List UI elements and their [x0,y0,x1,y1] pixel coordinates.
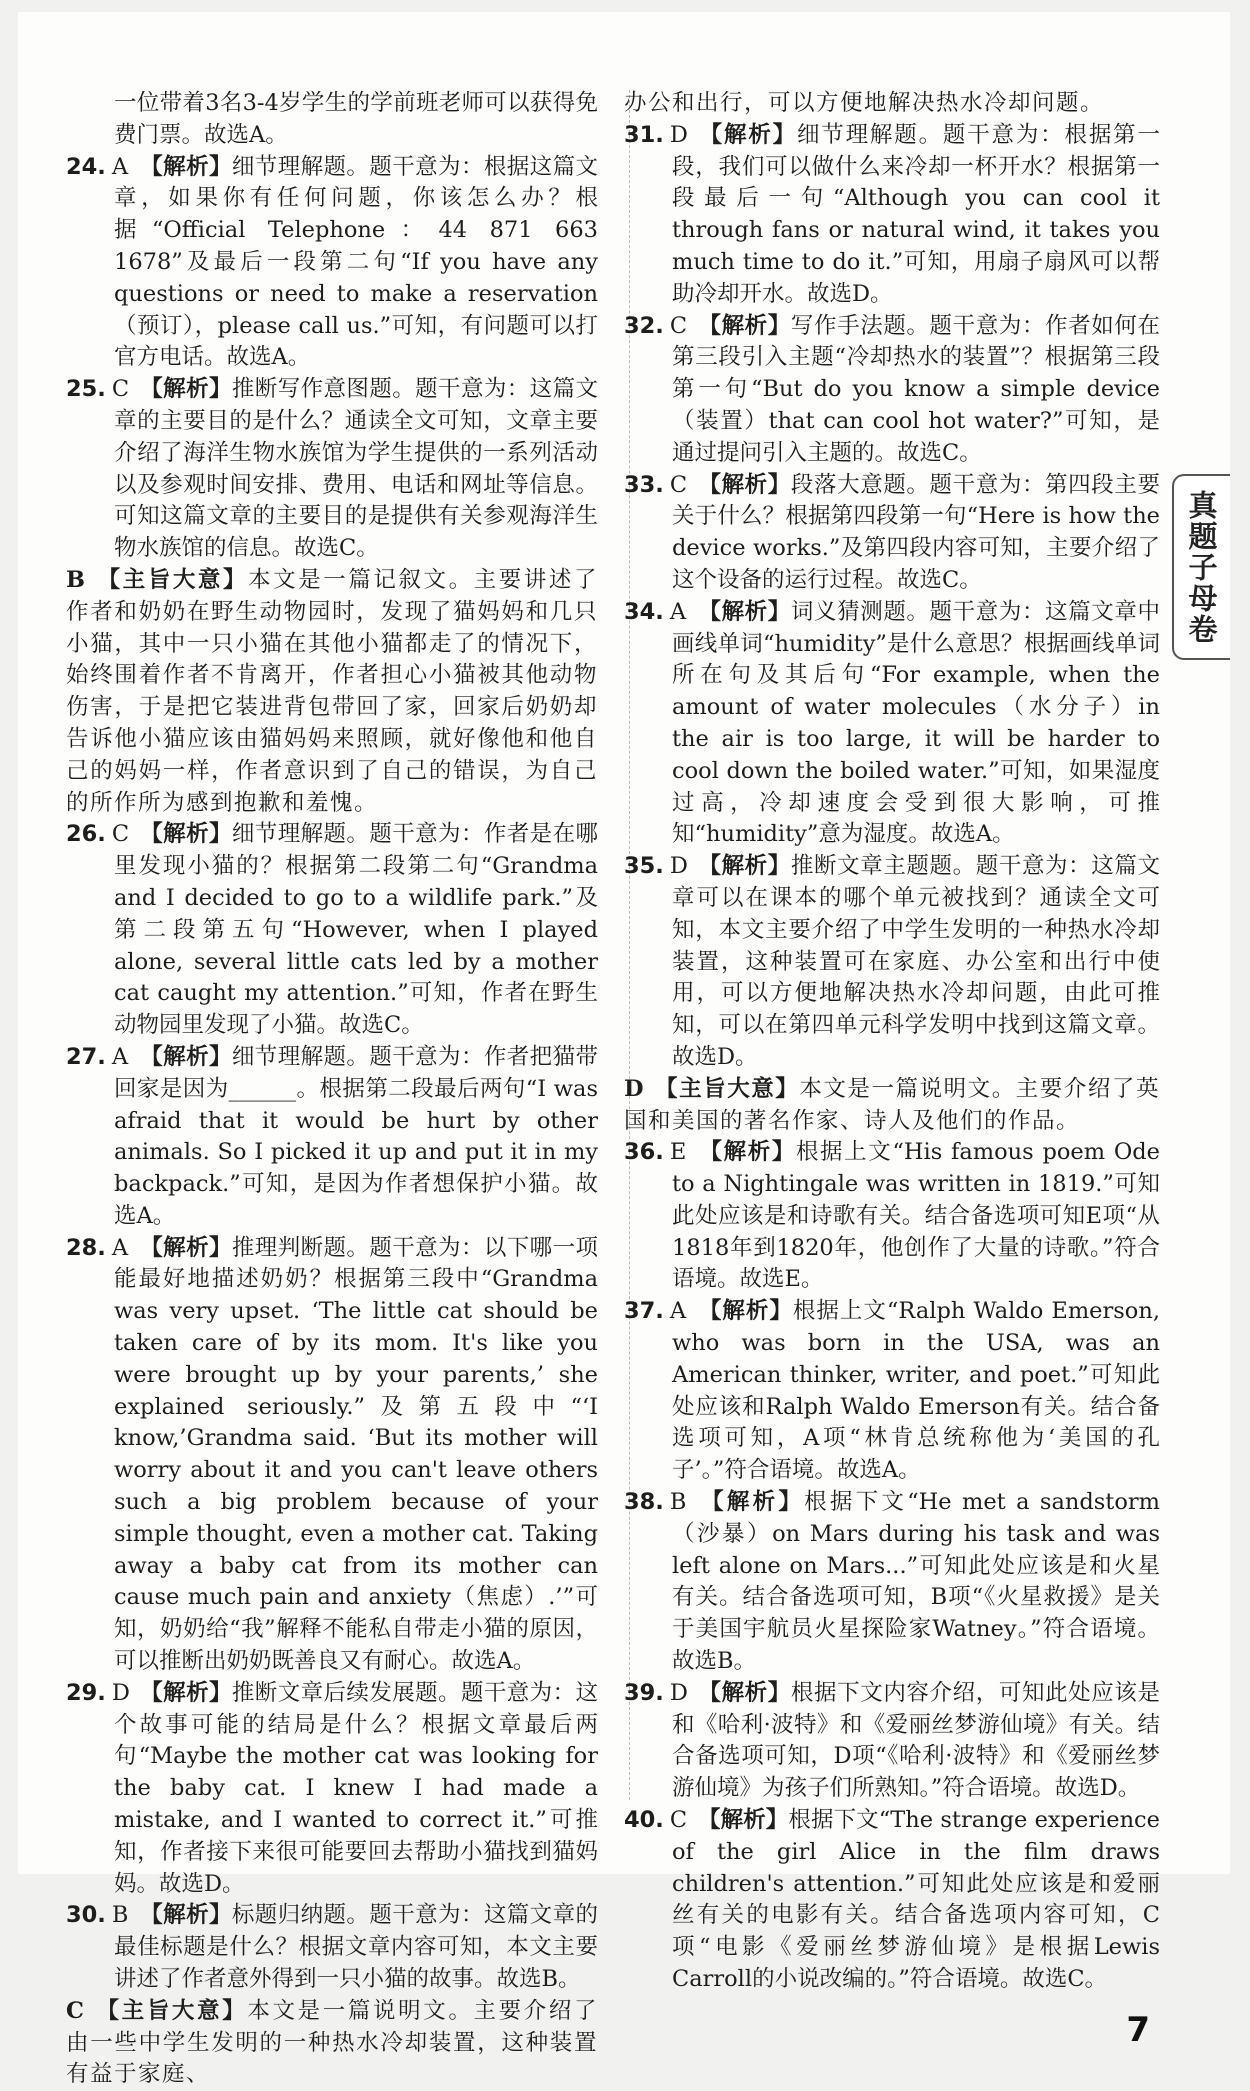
answer-item [66,1900,598,1995]
question-number: 36. [624,1139,664,1166]
answer-letter: A [111,1043,129,1070]
answer-item [624,1296,1160,1487]
question-number: 37. [624,1298,664,1325]
analysis-text: 细节理解题。题干意为：根据第一段，我们可以做什么来冷却一杯开水？根据第一段最后一句“Although you can cool it through fans or natural wind, it takes you much time to do it.”可知，用扇子扇风可以帮助冷却开水。故选D。 [672,121,1160,307]
analysis-label: 【解析】 [697,312,791,339]
summary-text: 本文是一篇说明文。主要介绍了英国和美国的著名作家、诗人及他们的作品。 [624,1075,1160,1134]
analysis-text: 写作手法题。题干意为：作者如何在第三段引入主题“冷却热水的装置”？根据第三段第一句“But do you know a simple device（装置）that can cool hot water?”可知，是通过提问引入主题的。故选C。 [672,312,1160,466]
answer-item [624,470,1160,597]
side-tab-label: 真题子母卷 [1184,489,1219,645]
analysis-label: 【解析】 [139,821,232,848]
answer-item [66,1042,598,1233]
analysis-label: 【解析】 [697,598,791,625]
analysis-label: 【解析】 [697,121,797,148]
analysis-text: 推断文章主题题。题干意为：这篇文章可以在课本的哪个单元被找到？通读全文可知，本文主要介绍了中学生发明的一种热水冷却装置，这种装置可在家庭、办公室和出行中使用，可以方便地解决热水冷却问题，由此可推知，可以在第四单元科学发明中找到这篇文章。故选D。 [672,853,1160,1070]
side-tab [1172,474,1230,660]
answer-letter: B [111,1902,129,1929]
analysis-label: 【解析】 [697,1489,805,1516]
answer-item [624,1487,1160,1678]
question-number: 26. [66,821,106,848]
analysis-label: 【解析】 [139,1043,232,1070]
question-number: 40. [624,1807,664,1834]
analysis-text: 根据上文“Ralph Waldo Emerson, who was born in the USA, was an American thinker, writer, and poet.”可知此处应该和Ralph Waldo Emerson有关。结合备选项可知，A项“林肯总统称他为‘美国的孔子’。”符合语境。故选A。 [672,1298,1160,1484]
answer-letter: C [111,821,130,848]
answer-letter: C [669,312,688,339]
summary-label: 【主旨大意】 [655,1075,800,1102]
question-number: 32. [624,312,664,339]
answer-letter: D [669,1679,688,1706]
analysis-label: 【解析】 [139,1234,232,1261]
analysis-text: 根据下文内容介绍，可知此处应该是和《哈利·波特》和《爱丽丝梦游仙境》有关。结合备选项可知，D项“《哈利·波特》和《爱丽丝梦游仙境》为孩子们所熟知。”符合语境。故选D。 [672,1679,1160,1802]
answer-letter: C [669,471,688,498]
passage-summary [624,1074,1160,1138]
question-number: 35. [624,853,664,880]
analysis-text: 根据上文“His famous poem Ode to a Nightingale was written in 1819.”可知此处应该是和诗歌有关。结合备选项可知E项“从1818年到1820年，他创作了大量的诗歌。”符合语境。故选E。 [672,1139,1160,1293]
analysis-text: 段落大意题。题干意为：第四段主要关于什么？根据第四段第一句“Here is how the device works.”及第四段内容可知，主要介绍了这个设备的运行过程。故选C。 [672,471,1160,593]
question-number: 24. [66,153,106,180]
analysis-label: 【解析】 [139,1902,232,1929]
answer-letter: A [111,153,129,180]
analysis-text: 细节理解题。题干意为：根据这篇文章，如果你有任何问题，你该怎么办？根据“Official Telephone：44 871 663 1678”及最后一段第二句“If you have any questions or need to make a reservation（预订），please call us.”可知，有问题可以打官方电话。故选A。 [114,153,598,371]
analysis-label: 【解析】 [697,1807,789,1834]
passage-letter: B [66,566,87,593]
answer-letter: E [669,1139,687,1166]
summary-label: 【主旨大意】 [96,566,249,593]
question-number: 27. [66,1043,106,1070]
answer-item [66,374,598,565]
analysis-label: 【解析】 [697,853,791,880]
analysis-text: 根据下文“He met a sandstorm（沙暴）on Mars during his task and was left alone on Mars...”可知此处应该是和火星有关。结合备选项可知，B项“《火星救援》是关于美国宇航员火星探险家Watney。”符合语境。故选B。 [672,1489,1160,1675]
answer-item [66,1678,598,1901]
answer-item [66,1233,598,1678]
analysis-label: 【解析】 [697,1298,793,1325]
analysis-label: 【解析】 [697,1679,791,1706]
summary-text: 本文是一篇记叙文。主要讲述了作者和奶奶在野生动物园时，发现了猫妈妈和几只小猫，其中一只小猫在其他小猫都走了的情况下，始终围着作者不肯离开，作者担心小猫被其他动物伤害，于是把它装进背包带回了家，回家后奶奶却告诉他小猫应该由猫妈妈来照顾，就好像他和他自己的妈妈一样，作者意识到了自己的错误，为自己的所作所为感到抱歉和羞愧。 [66,566,598,816]
analysis-label: 【解析】 [139,1679,232,1706]
passage-letter: D [624,1075,646,1102]
answer-item [624,1137,1160,1296]
answer-item [624,597,1160,851]
answer-letter: C [669,1807,688,1834]
right-column [624,88,1160,2050]
summary-text: 本文是一篇说明文。主要介绍了由一些中学生发明的一种热水冷却装置，这种装置有益于家庭、 [66,1997,598,2088]
answer-item [624,311,1160,470]
analysis-text: 标题归纳题。题干意为：这篇文章的最佳标题是什么？根据文章内容可知，本文主要讲述了作者意外得到一只小猫的故事。故选B。 [114,1902,598,1993]
answer-letter: A [669,598,687,625]
answer-item [624,851,1160,1074]
passage-summary [66,1996,598,2091]
question-number: 38. [624,1489,664,1516]
answer-item [624,120,1160,311]
answer-item [624,1678,1160,1805]
answer-letter: D [669,853,688,880]
question-number: 25. [66,376,106,403]
analysis-label: 【解析】 [139,376,232,403]
page-number: 7 [1126,2009,1150,2050]
analysis-label: 【解析】 [139,153,232,180]
question-number: 39. [624,1679,664,1706]
analysis-text: 推断写作意图题。题干意为：这篇文章的主要目的是什么？通读全文可知，文章主要介绍了海洋生物水族馆为学生提供的一系列活动以及参观时间安排、费用、电话和网址等信息。可知这篇文章的主要目的是提供有关参观海洋生物水族馆的信息。故选C。 [114,376,598,562]
analysis-text: 推断文章后续发展题。题干意为：这个故事可能的结局是什么？根据文章最后两句“Maybe the mother cat was looking for the baby cat. I knew I had made a mistake, and I wanted to correct it.”可推知，作者接下来很可能要回去帮助小猫找到猫妈妈。故选D。 [114,1679,598,1897]
question-number: 31. [624,121,664,148]
answer-letter: A [669,1298,687,1325]
answer-letter: D [669,121,688,148]
answer-letter: B [669,1489,687,1516]
continued-summary-text: 办公和出行，可以方便地解决热水冷却问题。 [624,90,1105,116]
left-column [66,88,598,2091]
question-number: 34. [624,598,664,625]
answer-item [66,152,598,375]
answer-letter: C [111,376,130,403]
analysis-label: 【解析】 [697,471,791,498]
passage-summary [66,565,598,819]
passage-letter: C [66,1997,86,2024]
analysis-label: 【解析】 [697,1139,796,1166]
answer-letter: D [111,1679,130,1706]
question-number: 29. [66,1679,106,1706]
summary-label: 【主旨大意】 [95,1997,248,2024]
analysis-text: 细节理解题。题干意为：作者是在哪里发现小猫的？根据第二段第二句“Grandma and I decided to go to a wildlife park.”及第二段第五句“However, when I played alone, several little cats led by a mother cat caught my attention.”可知，作者在野生动物园里发现了小猫。故选C。 [114,821,598,1039]
answer-item [66,819,598,1042]
question-number: 28. [66,1234,106,1261]
analysis-text: 细节理解题。题干意为：作者把猫带回家是因为______。根据第二段最后两句“I was afraid that it would be hurt by other animals. So I picked it up and put it in my backpack.”可知，是因为作者想保护小猫。故选A。 [114,1043,598,1229]
question-number: 33. [624,471,664,498]
continued-text: 一位带着3名3-4岁学生的学前班老师可以获得免费门票。故选A。 [114,90,598,148]
analysis-text: 词义猜测题。题干意为：这篇文章中画线单词“humidity”是什么意思？根据画线单词所在句及其后句“For example, when the amount of water molecules（水分子）in the air is too large, it will be harder to cool down the boiled water.”可知，如果湿度过高，冷却速度会受到很大影响，可推知“humidity”意为湿度。故选A。 [672,598,1160,848]
answer-item [624,1805,1160,1996]
answer-letter: A [111,1234,129,1261]
analysis-text: 推理判断题。题干意为：以下哪一项能最好地描述奶奶？根据第三段中“Grandma was very upset. ‘The little cat should be taken care of by its mom. It's like you were brought up by your parents,’ she explained seriously.”及第五段中“‘I know,’Grandma said. ‘But its mother will worry about it and you can't leave others such a big problem because of your simple thought, even a mother cat. Taking away a baby cat from its mother can cause much pain and anxiety（焦虑）.’”可知，奶奶给“我”解释不能私自带走小猫的原因，可以推断出奶奶既善良又有耐心。故选A。 [114,1234,598,1675]
question-number: 30. [66,1902,106,1929]
analysis-text: 根据下文“The strange experience of the girl Alice in the film draws children's attention.”可知此处应该是和爱丽丝有关的电影有关。结合备选项内容可知，C项“电影《爱丽丝梦游仙境》是根据Lewis Carroll的小说改编的。”符合语境。故选C。 [672,1807,1160,1993]
